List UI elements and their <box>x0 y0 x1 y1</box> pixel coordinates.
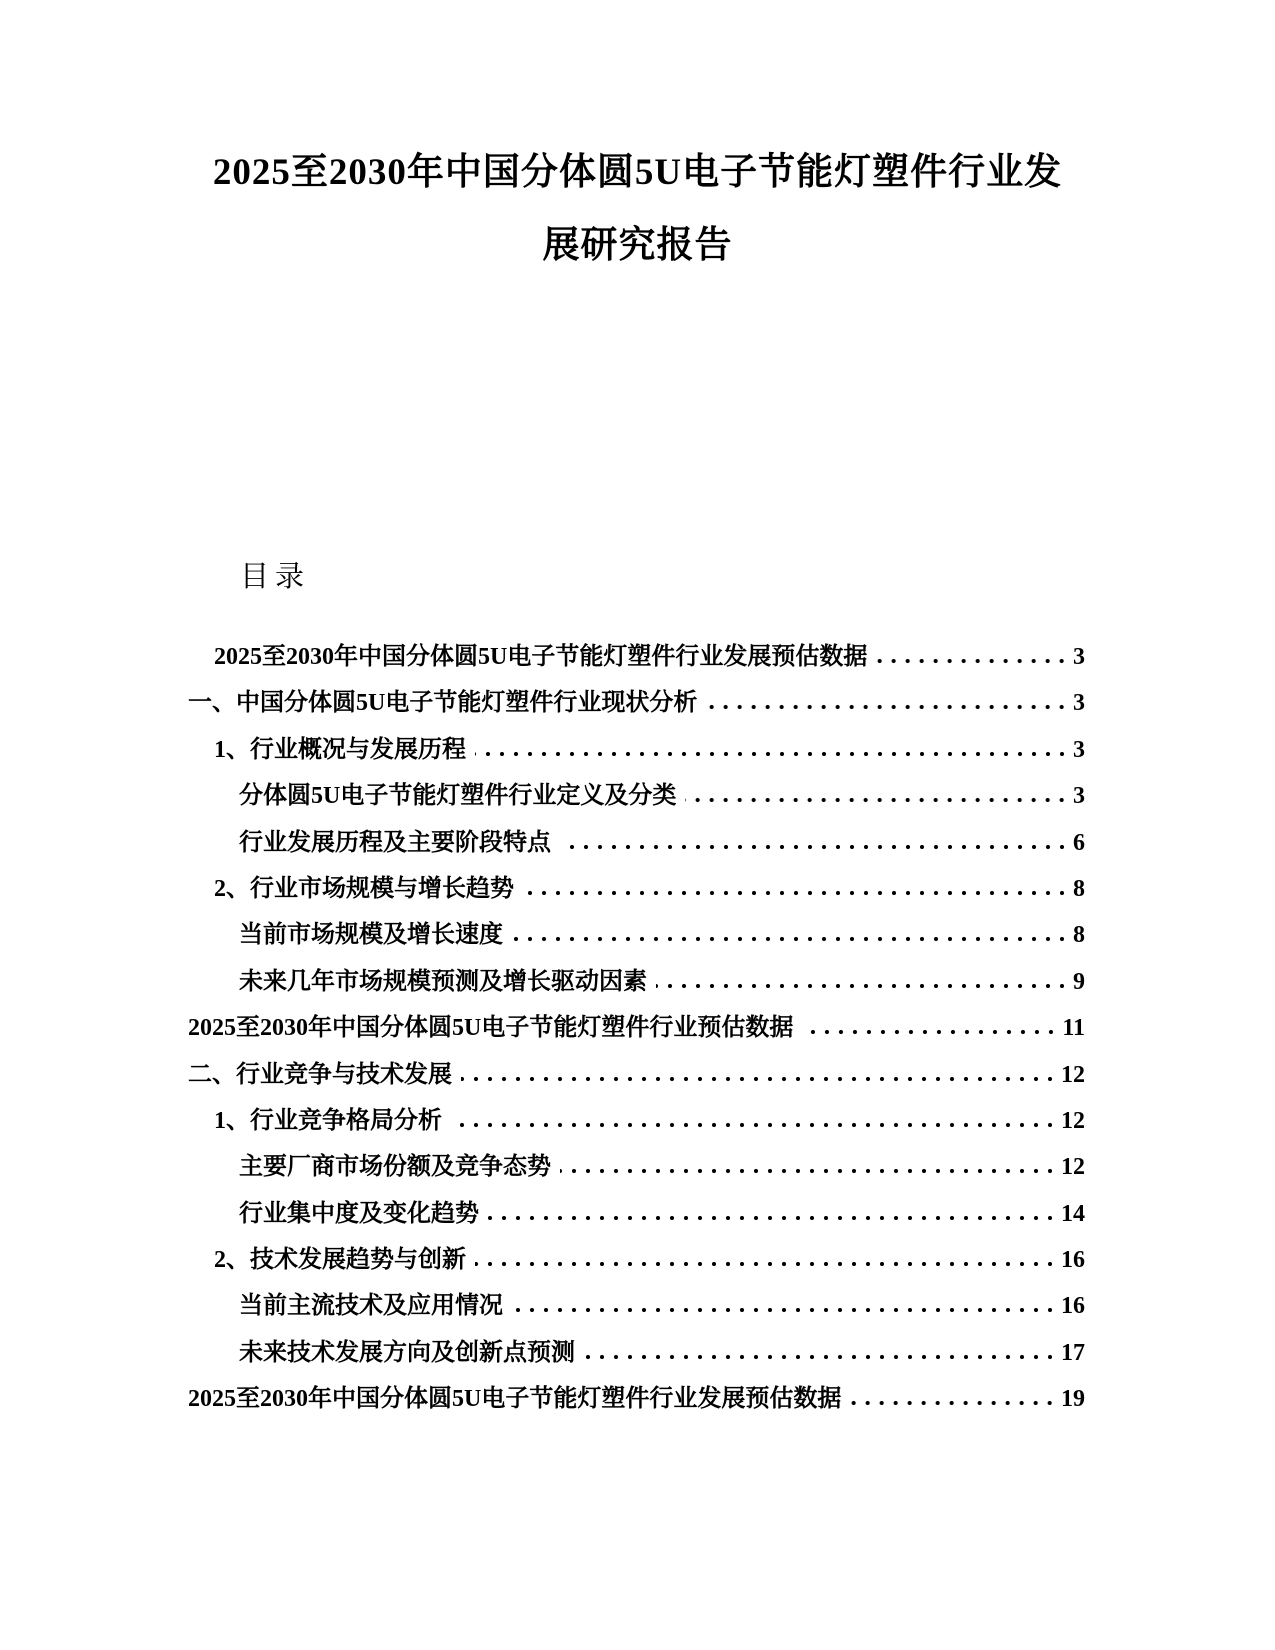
toc-entry[interactable] <box>188 959 1085 1005</box>
toc-dot-leader <box>461 1076 1057 1082</box>
toc-entry-label: 当前主流技术及应用情况 <box>239 1293 503 1320</box>
toc-page-number: 3 <box>1073 644 1085 670</box>
toc-dot-leader <box>685 797 1069 803</box>
toc-entry[interactable] <box>188 1098 1085 1144</box>
toc-entry-label: 未来技术发展方向及创新点预测 <box>239 1339 575 1366</box>
title-line-2: 展研究报告 <box>542 225 733 266</box>
toc-entry[interactable] <box>188 634 1085 680</box>
toc-entry[interactable] <box>188 1191 1085 1237</box>
toc-entry[interactable] <box>188 1052 1085 1098</box>
toc-entry-label: 2025至2030年中国分体圆5U电子节能灯塑件行业发展预估数据 <box>188 1386 842 1413</box>
document-title <box>0 136 1275 282</box>
title-line-1: 2025至2030年中国分体圆5U电子节能灯塑件行业发 <box>212 152 1063 193</box>
toc-entry[interactable] <box>188 1005 1085 1051</box>
toc-page-number: 12 <box>1061 1107 1085 1134</box>
toc-entry-label: 一、中国分体圆5U电子节能灯塑件行业现状分析 <box>188 690 698 717</box>
toc-entry-label: 1、行业概况与发展历程 <box>214 736 466 763</box>
toc-entry-label: 2、技术发展趋势与创新 <box>214 1247 466 1274</box>
toc-heading: 目录 <box>240 561 311 593</box>
toc-page-number: 16 <box>1061 1247 1085 1274</box>
toc-page-number: 16 <box>1061 1293 1085 1320</box>
toc-entry-label: 主要厂商市场份额及竞争态势 <box>239 1154 551 1181</box>
toc-page-number: 8 <box>1073 922 1085 949</box>
toc-entry-label: 分体圆5U电子节能灯塑件行业定义及分类 <box>239 783 677 810</box>
toc-dot-leader <box>512 1307 1057 1313</box>
toc-entry-label: 行业发展历程及主要阶段特点 <box>239 829 551 856</box>
toc-page-number: 19 <box>1061 1386 1085 1413</box>
toc-page-number: 9 <box>1073 968 1085 995</box>
toc-page-number: 6 <box>1073 829 1085 856</box>
toc-dot-leader <box>706 704 1069 710</box>
toc-entry-label: 2、行业市场规模与增长趋势 <box>214 875 514 902</box>
toc-page-number: 8 <box>1073 875 1085 902</box>
toc-page-number: 14 <box>1061 1200 1085 1227</box>
toc-dot-leader <box>560 844 1069 850</box>
toc-dot-leader <box>475 1261 1057 1267</box>
toc-dot-leader <box>523 890 1069 896</box>
toc-page-number: 17 <box>1061 1339 1085 1366</box>
toc-page-number: 12 <box>1061 1154 1085 1181</box>
toc-dot-leader <box>876 658 1069 664</box>
toc-entry-label: 1、行业竞争格局分析 <box>214 1107 442 1134</box>
toc-entry[interactable] <box>188 1376 1085 1422</box>
toc-entry[interactable] <box>188 1283 1085 1329</box>
toc-entry[interactable] <box>188 820 1085 866</box>
toc-entry-label: 二、行业竞争与技术发展 <box>188 1061 452 1088</box>
toc-entry[interactable] <box>188 866 1085 912</box>
toc-entry[interactable] <box>188 773 1085 819</box>
toc-entry-label: 当前市场规模及增长速度 <box>239 922 503 949</box>
toc-dot-leader <box>802 1029 1058 1035</box>
toc-entry-label: 未来几年市场规模预测及增长驱动因素 <box>239 968 647 995</box>
toc-dot-leader <box>584 1354 1057 1360</box>
toc-page-number: 11 <box>1062 1015 1085 1042</box>
toc-entry[interactable] <box>188 1330 1085 1376</box>
toc-entry[interactable] <box>188 727 1085 773</box>
toc-dot-leader <box>656 983 1069 989</box>
toc-entry[interactable] <box>188 1237 1085 1283</box>
toc-page-number: 3 <box>1073 690 1085 717</box>
toc-dot-leader <box>475 751 1069 757</box>
toc-entry[interactable] <box>188 912 1085 958</box>
toc-dot-leader <box>560 1168 1057 1174</box>
toc-page-number: 3 <box>1073 783 1085 810</box>
toc-entry[interactable] <box>188 680 1085 726</box>
toc-page-number: 12 <box>1061 1061 1085 1088</box>
toc-entry-label: 行业集中度及变化趋势 <box>239 1200 479 1227</box>
toc-list <box>188 634 1085 1423</box>
toc-dot-leader <box>850 1400 1057 1406</box>
toc-dot-leader <box>512 936 1069 942</box>
toc-entry-label: 2025至2030年中国分体圆5U电子节能灯塑件行业发展预估数据 <box>214 644 868 670</box>
toc-entry-label: 2025至2030年中国分体圆5U电子节能灯塑件行业预估数据 <box>188 1015 794 1042</box>
toc-dot-leader <box>451 1122 1057 1128</box>
toc-entry[interactable] <box>188 1144 1085 1190</box>
toc-dot-leader <box>488 1215 1057 1221</box>
toc-page-number: 3 <box>1073 736 1085 763</box>
